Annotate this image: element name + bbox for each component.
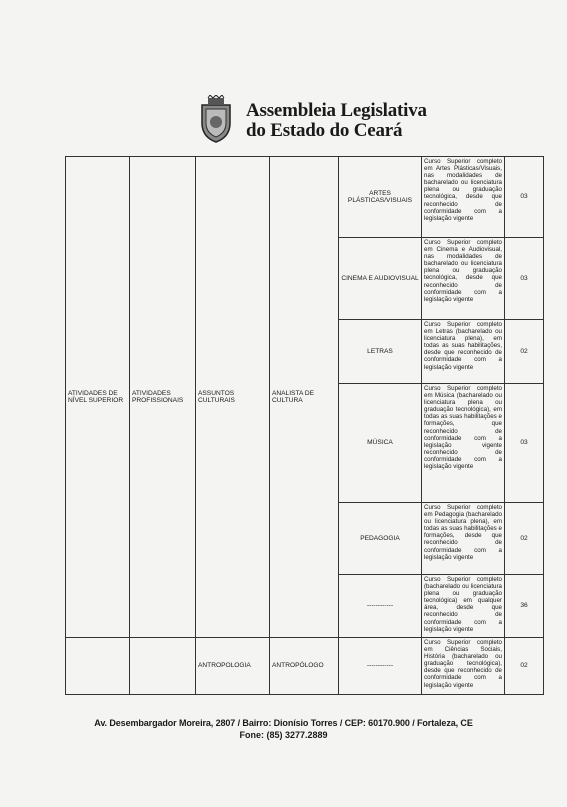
letterhead: [196, 95, 427, 147]
area-cell: LETRAS: [339, 320, 422, 384]
requirement-cell: Curso Superior completo em Pedagogia (bacharelado ou licenciatura plena), em todas as suas habilitações e formações, desde que reconhecido de conformidade com a legislação vigente: [422, 503, 505, 575]
level-cell: ATIVIDADES DE NÍVEL SUPERIOR: [66, 157, 130, 638]
level-cell: [66, 638, 130, 695]
vacancy-count: 03: [505, 384, 544, 503]
state-coat-of-arms-icon: [196, 95, 236, 143]
requirement-cell: Curso Superior completo (bacharelado ou licenciatura plena ou graduação tecnológica) em qualquer área, desde que reconhecido de conformidade com a legislação vigente: [422, 575, 505, 638]
activity-cell: ATIVIDADES PROFISSIONAIS: [130, 157, 196, 638]
area-cell: PEDAGOGIA: [339, 503, 422, 575]
table-row: [66, 157, 544, 238]
vacancy-count: 02: [505, 638, 544, 695]
positions-table: [65, 156, 544, 695]
vacancy-count: 03: [505, 238, 544, 320]
requirement-cell: Curso Superior completo em Música (bacharelado ou licenciatura plena ou graduação tecnológica), em todas as suas habilitações e formações, que reconhecido de conformidade com a legislação vigente reconhecido de conformidade com a legislação vigente: [422, 384, 505, 503]
area-cell: CINEMA E AUDIOVISUAL: [339, 238, 422, 320]
area-cell: ------------: [339, 638, 422, 695]
area-cell: ------------: [339, 575, 422, 638]
subject-cell: ASSUNTOS CULTURAIS: [196, 157, 270, 638]
footer-phone: Fone: (85) 3277.2889: [239, 730, 328, 740]
requirement-cell: Curso Superior completo em Ciências Sociais, História (bacharelado ou graduação tecnológica), desde que reconhecido de conformidade com a legislação vigente: [422, 638, 505, 695]
vacancy-count: 36: [505, 575, 544, 638]
requirement-cell: Curso Superior completo em Cinema e Audiovisual, nas modalidades de bacharelado ou licenciatura plena ou graduação tecnológica, desde que reconhecido de conformidade com a legislação vigente: [422, 238, 505, 320]
role-cell: ANALISTA DE CULTURA: [270, 157, 339, 638]
subject-cell: ANTROPOLOGIA: [196, 638, 270, 695]
footer-address: Av. Desembargador Moreira, 2807 / Bairro: Dionísio Torres / CEP: 60170.900 / Fortaleza, CE: [94, 718, 473, 728]
vacancy-count: 02: [505, 503, 544, 575]
table-row: [66, 638, 544, 695]
org-name-line1: Assembleia Legislativa: [246, 100, 427, 121]
vacancy-count: 03: [505, 157, 544, 238]
area-cell: ARTES PLÁSTICAS/VISUAIS: [339, 157, 422, 238]
role-cell: ANTROPÓLOGO: [270, 638, 339, 695]
requirement-cell: Curso Superior completo em Letras (bacharelado ou licenciatura plena), em todas as suas habilitações, desde que reconhecido de conformidade com a legislação vigente: [422, 320, 505, 384]
requirement-cell: Curso Superior completo em Artes Plásticas/Visuais, nas modalidades de bacharelado ou licenciatura plena ou graduação tecnológica, desde que reconhecido de conformidade com a legislação vigente: [422, 157, 505, 238]
activity-cell: [130, 638, 196, 695]
area-cell: MÚSICA: [339, 384, 422, 503]
vacancy-count: 02: [505, 320, 544, 384]
org-name-line2: do Estado do Ceará: [246, 120, 403, 141]
